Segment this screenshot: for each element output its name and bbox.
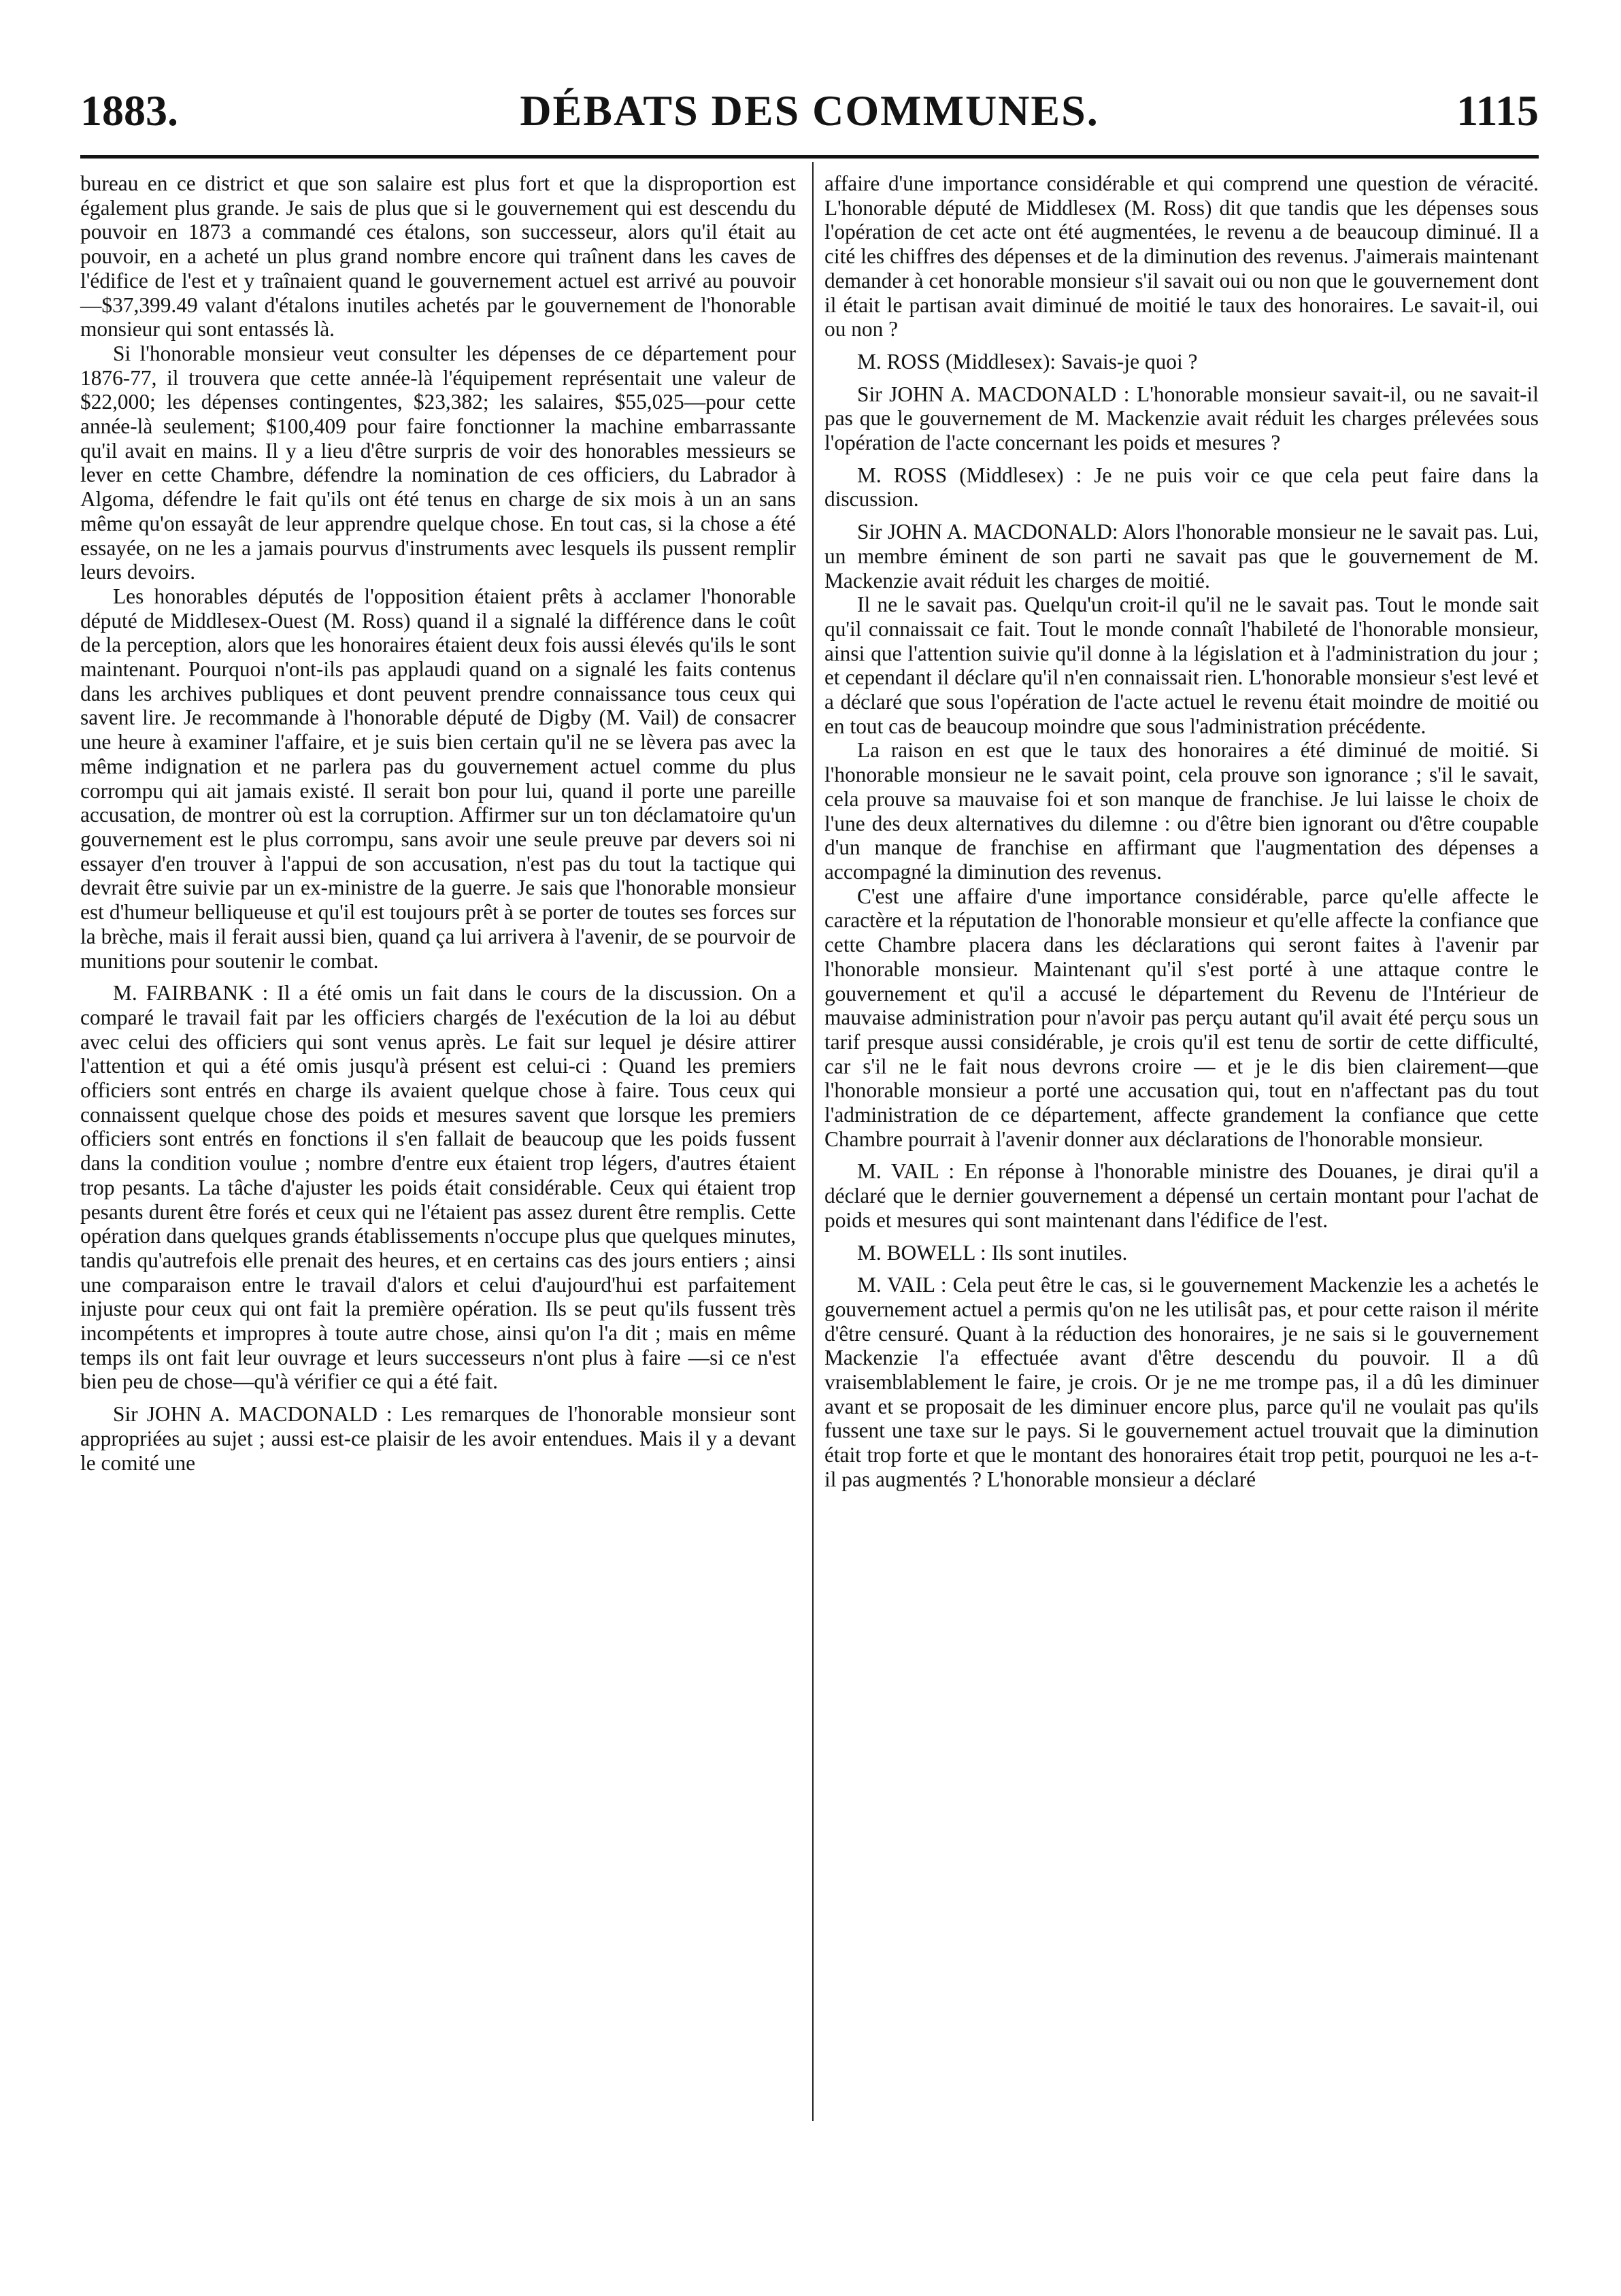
speaker-paragraph: M. BOWELL : Ils sont inutiles. (857, 1240, 1128, 1265)
right-column (824, 171, 1539, 1492)
header-page-number: 1115 (1456, 86, 1539, 135)
speaker-paragraph: Sir JOHN A. MACDONALD : L'honorable monsieur savait-il, ou ne savait-il pas que le gouvernement de M. Mackenzie avait réduit les charges prélevées sous l'opération de l'acte concernant les poids et mesures ? (824, 382, 1539, 455)
speaker-paragraph: M. ROSS (Middlesex): Savais-je quoi ? (857, 349, 1198, 373)
running-header (80, 80, 1539, 142)
speaker-paragraph: M. VAIL : Cela peut être le cas, si le gouvernement Mackenzie les a achetés le gouvernement actuel a permis qu'on ne les utilisât pas, et pour cette raison il mérite d'être censuré. Quant à la réduction des honoraires, je ne sais si le gouvernement Mackenzie l'a effectuée avant d'être descendu du pouvoir. Il a dû vraisemblablement le faire, je crois. Or je ne me trompe pas, il a dû les diminuer avant et se proposait de les diminuer encore plus, parce qu'il ne voulait pas qu'ils fussent une taxe sur le pays. Si le gouvernement actuel trouvait que la diminution était trop forte et que le montant des honoraires était trop petit, pourquoi ne les a-t-il pas augmentés ? L'honorable monsieur a déclaré (824, 1273, 1539, 1491)
paragraph: C'est une affaire d'une importance considérable, parce qu'elle affecte le caractère et la réputation de l'honorable monsieur et qu'elle affecte la confiance que cette Chambre placera dans les déclarations qui seront faites à l'avenir par l'honorable monsieur. Maintenant qu'il s'est porté à une attaque contre le gouvernement et qu'il a accusé le département du Revenu de l'Intérieur de mauvaise administration pour n'avoir pas perçu autant qu'il avait été perçu sous un tarif presque aussi considérable, je crois qu'il est tenu de sortir de cette difficulté, car s'il ne le fait nous devrons croire — et je le dis bien clairement—que l'honorable monsieur a porté une accusation qui, tout en n'affectant pas du tout l'administration de ce département, affecte grandement la confiance que cette Chambre pourrait à l'avenir donner aux déclarations de l'honorable monsieur. (824, 884, 1539, 1151)
paragraph: Il ne le savait pas. Quelqu'un croit-il qu'il ne le savait pas. Tout le monde sait qu'il connaissait ce fait. Tout le monde connaît l'habileté de l'honorable monsieur, ainsi que l'attention suivie qu'il donne à la législation et à l'administration du jour ; et cependant il déclare qu'il n'en connaissait rien. L'honorable monsieur s'est levé et a déclaré que sous l'opération de l'acte actuel le revenu était moindre de moitié ou en tout cas de beaucoup moindre que sous l'administration précédente. (824, 593, 1539, 738)
speaker-paragraph: M. ROSS (Middlesex) : Je ne puis voir ce que cela peut faire dans la discussion. (824, 463, 1539, 512)
header-year: 1883. (80, 86, 178, 135)
left-column (80, 171, 796, 1475)
column-divider (812, 162, 814, 2121)
paragraph: La raison en est que le taux des honoraires a été diminué de moitié. Si l'honorable monsieur ne le savait point, cela prouve son ignorance ; s'il le savait, cela prouve sa mauvaise foi et son manque de franchise. Je lui laisse le choix de l'une des deux alternatives du dilemne : ou d'être bien ignorant ou d'être coupable d'un manque de franchise en affirmant que l'augmentation des dépenses a accompagné la diminution des revenus. (824, 738, 1539, 884)
paragraph: bureau en ce district et que son salaire est plus fort et que la disproportion est également plus grande. Je sais de plus que si le gouvernement qui est descendu du pouvoir en 1873 a commandé ces étalons, son successeur, alors qu'il était au pouvoir, en a acheté un plus grand nombre encore qui traînent dans les caves de l'édifice de l'est et y traînaient quand le gouvernement actuel est arrivé au pouvoir—$37,399.49 valant d'étalons inutiles achetés par le gouvernement de l'honorable monsieur qui sont entassés là. (80, 171, 796, 342)
speaker-paragraph: M. VAIL : En réponse à l'honorable ministre des Douanes, je dirai qu'il a déclaré que le dernier gouvernement a dépensé un certain montant pour l'achat de poids et mesures qui sont maintenant dans l'édifice de l'est. (824, 1159, 1539, 1232)
paragraph: Les honorables députés de l'opposition étaient prêts à acclamer l'honorable député de Middlesex-Ouest (M. Ross) quand il a signalé la différence dans le coût de la perception, alors que les honoraires étaient deux fois aussi élevés qu'ils le sont maintenant. Pourquoi n'ont-ils pas applaudi quand on a signalé les faits contenus dans les archives publiques et dont peuvent prendre connaissance tous ceux qui savent lire. Je recommande à l'honorable député de Digby (M. Vail) de consacrer une heure à examiner l'affaire, et je suis bien certain qu'il ne se lèvera pas avec la même indignation et ne parlera pas du gouvernement actuel comme du plus corrompu qui ait jamais existé. Il serait bon pour lui, quand il porte une pareille accusation, de montrer où est la corruption. Affirmer sur un ton déclamatoire qu'un gouvernement est le plus corrompu, sans avoir une seule preuve par devers soi ni essayer d'en trouver à l'appui de son accusation, n'est pas du tout la tactique qui devrait être suivie par un ex-ministre de la guerre. Je sais que l'honorable monsieur est d'humeur belliqueuse et qu'il est toujours prêt à se porter de toutes ses forces sur la brèche, mais il ferait aussi bien, quand ça lui arrivera à l'avenir, de se pourvoir de munitions pour soutenir le combat. (80, 584, 796, 973)
speaker-paragraph: M. FAIRBANK : Il a été omis un fait dans le cours de la discussion. On a comparé le travail fait par les officiers chargés de l'exécution de la loi au début avec celui des officiers qui sont venus après. Le fait sur lequel je désire attirer l'attention et qui a été omis jusqu'à présent est celui-ci : Quand les premiers officiers sont entrés en charge ils avaient quelque chose à faire. Tous ceux qui connaissent quelque chose des poids et mesures savent que lorsque les premiers officiers sont entrés en fonctions il s'en fallait de beaucoup que les poids fussent dans la condition voulue ; nombre d'entre eux étaient trop légers, d'autres étaient trop pesants. La tâche d'ajuster les poids était considérable. Ceux qui étaient trop pesants durent être forés et ceux qui ne l'étaient pas assez durent être remplis. Cette opération dans quelques grands établissements n'occupe plus que quelques minutes, tandis qu'autrefois elle prenait des heures, et en certains cas des jours entiers ; ainsi une comparaison entre le travail d'alors et celui d'aujourd'hui est parfaitement injuste pour ceux qui ont fait la première opération. Ils se peut qu'ils fussent très incompétents et impropres à toute autre chose, ainsi qu'on l'a dit ; mais en même temps ils ont fait leur ouvrage et leurs successeurs n'ont plus à faire —si ce n'est bien peu de chose—qu'à vérifier ce qui a été fait. (80, 981, 796, 1394)
speaker-paragraph: Sir JOHN A. MACDONALD: Alors l'honorable monsieur ne le savait pas. Lui, un membre éminent de son parti ne savait pas que le gouvernement de M. Mackenzie avait réduit les charges de moitié. (824, 520, 1539, 593)
paragraph: Si l'honorable monsieur veut consulter les dépenses de ce département pour 1876-77, il trouvera que cette année-là l'équipement représentait une valeur de $22,000; les dépenses contingentes, $23,382; les salaires, $55,025—pour cette année-là seulement; $100,409 pour faire fonctionner la machine embarrassante qu'il avait en mains. Il y a lieu d'être surpris de voir des honorables messieurs se lever en cette Chambre, défendre la nomination de ces officiers, du Labrador à Algoma, défendre le fait qu'ils ont été tenus en charge de six mois à un an sans même qu'on essayât de leur apprendre quelque chose. En tout cas, si la chose a été essayée, on ne les a jamais pourvus d'instruments avec lesquels ils pussent remplir leurs devoirs. (80, 341, 796, 584)
speaker-paragraph: Sir JOHN A. MACDONALD : Les remarques de l'honorable monsieur sont appropriées au sujet ; aussi est-ce plaisir de les avoir entendues. Mais il y a devant le comité une (80, 1402, 796, 1475)
paragraph: affaire d'une importance considérable et qui comprend une question de véracité. L'honorable député de Middlesex (M. Ross) dit que tandis que les dépenses sous l'opération de cet acte ont été augmentées, le revenu a de beaucoup diminué. Il a cité les chiffres des dépenses et de la diminution des revenus. J'aimerais maintenant demander à cet honorable monsieur s'il savait oui ou non que le gouvernement dont il était le partisan avait diminué de moitié le taux des honoraires. Le savait-il, oui ou non ? (824, 171, 1539, 342)
header-title: DÉBATS DES COMMUNES. (520, 86, 1099, 135)
header-rule (80, 155, 1539, 159)
